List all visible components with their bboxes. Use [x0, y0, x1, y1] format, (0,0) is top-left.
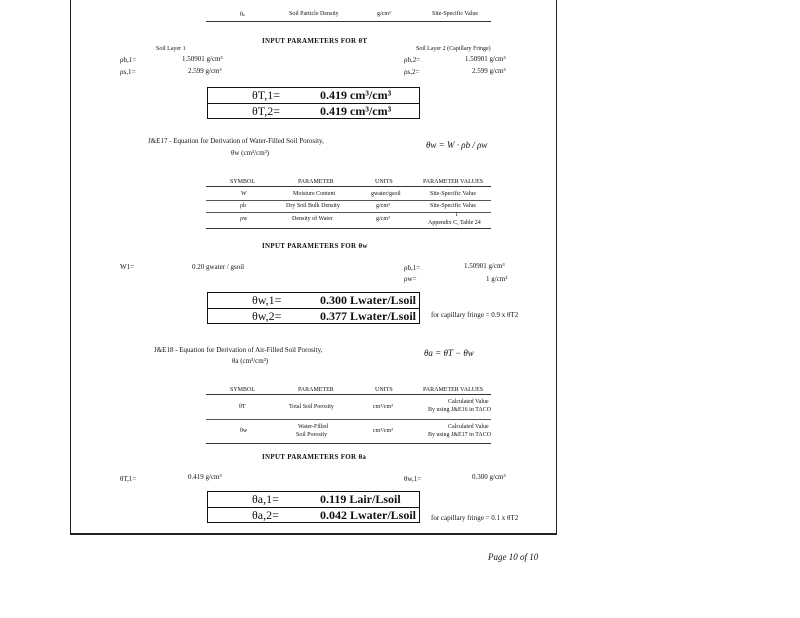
result-row: [208, 88, 419, 103]
rho-b2-symbol: ρb,2=: [404, 56, 421, 64]
result-value: 0.419 cm³/cm³: [320, 104, 392, 118]
table-rule: [206, 419, 491, 420]
soil-layer-1-label: Soil Layer 1: [156, 46, 186, 52]
rho-b1-symbol: ρb,1=: [404, 264, 421, 272]
je17-equation: θw = W · ρb / ρw: [426, 140, 488, 150]
top-row-parameter: Soil Particle Density: [289, 11, 339, 17]
rho-b1-symbol: ρb,1=: [120, 56, 137, 64]
col-header-values: PARAMETER VALUES: [423, 179, 484, 185]
result-row: [208, 507, 419, 523]
result-value: 0.119 Lair/Lsoil: [320, 492, 401, 506]
je17-title: J&E17 - Equation for Derivation of Water-Filled Soil Porosity,: [148, 137, 324, 145]
rho-w-symbol: ρw=: [404, 275, 417, 283]
page-number: Page 10 of 10: [488, 552, 539, 562]
result-value: 0.300 Lwater/Lsoil: [320, 293, 416, 307]
theta-w1-symbol: θw,1=: [404, 475, 422, 483]
table-cell: gwater/gsoil: [371, 191, 401, 197]
table-cell: cm³/cm³: [373, 404, 393, 410]
table-rule: [206, 443, 491, 444]
table-rule: [206, 228, 491, 229]
w1-symbol: W1=: [120, 263, 135, 271]
table-rule: [206, 394, 491, 395]
table-cell: Calculated Value: [448, 399, 489, 405]
result-row: [208, 308, 419, 324]
je17-units: θw (cm³/cm³): [231, 149, 270, 157]
theta-t1-value: 0.419 g/cm³: [188, 473, 222, 481]
result-symbol: θa,1=: [252, 492, 279, 506]
je18-units: θa (cm³/cm³): [232, 357, 269, 365]
result-symbol: θT,2=: [252, 104, 280, 118]
rho-b2-value: 1.50901 g/cm³: [465, 55, 506, 63]
table-cell: Total Soil Porosity: [289, 404, 334, 410]
section-header-theta-w: INPUT PARAMETERS FOR θw: [262, 242, 368, 250]
capillary-note: for capillary fringe = 0.9 x θT2: [431, 311, 519, 319]
theta-a-result-box: [207, 491, 420, 523]
result-value: 0.377 Lwater/Lsoil: [320, 309, 416, 323]
col-header-units: UNITS: [375, 387, 393, 393]
result-row: [208, 103, 419, 119]
table-cell: Appendix C, Table 24: [428, 220, 481, 226]
table-cell: Dry Soil Bulk Density: [286, 203, 340, 209]
table-rule: [206, 21, 491, 22]
table-cell: ρw: [240, 216, 248, 222]
table-rule: [206, 200, 491, 201]
section-header-theta-t: INPUT PARAMETERS FOR θT: [262, 37, 368, 45]
top-row-symbol: θₛ: [240, 12, 245, 18]
table-cell: Site-Specific Value: [430, 203, 477, 209]
rho-s2-value: 2.599 g/cm³: [472, 67, 506, 75]
theta-t-result-box: [207, 87, 420, 119]
je18-title: J&E18 - Equation for Derivation of Air-Filled Soil Porosity,: [154, 346, 323, 354]
w1-value: 0.20 gwater / gsoil: [192, 263, 245, 271]
capillary-note: for capillary fringe = 0.1 x θT2: [431, 514, 519, 522]
col-header-values: PARAMETER VALUES: [423, 387, 484, 393]
col-header-parameter: PARAMETER: [298, 387, 334, 393]
theta-w1-value: 0.300 g/cm³: [472, 473, 506, 481]
table-cell: g/cm³: [376, 216, 390, 222]
table-cell: cm³/cm³: [373, 428, 393, 434]
result-symbol: θa,2=: [252, 508, 279, 522]
rho-s1-value: 2.599 g/cm³: [188, 67, 222, 75]
rho-b1-value: 1.50901 g/cm³: [182, 55, 223, 63]
table-cell: Density of Water: [292, 216, 333, 222]
table-cell: Water-Filled: [298, 424, 329, 430]
je18-equation: θa = θT − θw: [424, 348, 474, 358]
table-cell: By using J&E17 in TACO: [428, 432, 492, 438]
table-cell: 1: [455, 212, 458, 218]
table-cell: g/cm³: [376, 203, 390, 209]
table-cell: Site-Specific Value: [430, 191, 477, 197]
section-header-theta-a: INPUT PARAMETERS FOR θa: [262, 453, 367, 461]
table-rule: [206, 186, 491, 187]
table-cell: W: [241, 191, 247, 197]
result-row: [208, 492, 419, 507]
soil-layer-2-label: Soil Layer 2 (Capillary Fringe): [416, 46, 491, 52]
result-symbol: θw,2=: [252, 309, 282, 323]
result-value: 0.042 Lwater/Lsoil: [320, 508, 416, 522]
table-cell: ρb: [240, 203, 246, 209]
col-header-units: UNITS: [375, 179, 393, 185]
table-cell: Moisture Content: [293, 191, 336, 197]
result-value: 0.419 cm³/cm³: [320, 88, 392, 102]
table-cell: θT: [239, 404, 246, 410]
rho-s1-symbol: ρs,1=: [120, 68, 136, 76]
rho-b1-value: 1.50901 g/cm³: [464, 262, 505, 270]
top-row-value: Site-Specific Value: [432, 11, 479, 17]
top-row-units: g/cm³: [377, 11, 391, 17]
result-symbol: θT,1=: [252, 88, 280, 102]
theta-t1-symbol: θT,1=: [120, 475, 137, 483]
result-symbol: θw,1=: [252, 293, 282, 307]
table-cell: Calculated Value: [448, 424, 489, 430]
rho-s2-symbol: ρs,2=: [404, 68, 420, 76]
theta-w-result-box: [207, 292, 420, 324]
table-cell: Soil Porosity: [296, 432, 328, 438]
col-header-parameter: PARAMETER: [298, 179, 334, 185]
rho-w-value: 1 g/cm³: [486, 275, 508, 283]
table-rule: [206, 212, 491, 213]
col-header-symbol: SYMBOL: [230, 179, 256, 185]
col-header-symbol: SYMBOL: [230, 387, 256, 393]
table-cell: θw: [240, 428, 248, 434]
table-cell: By using J&E16 in TACO: [428, 407, 492, 413]
result-row: [208, 293, 419, 308]
